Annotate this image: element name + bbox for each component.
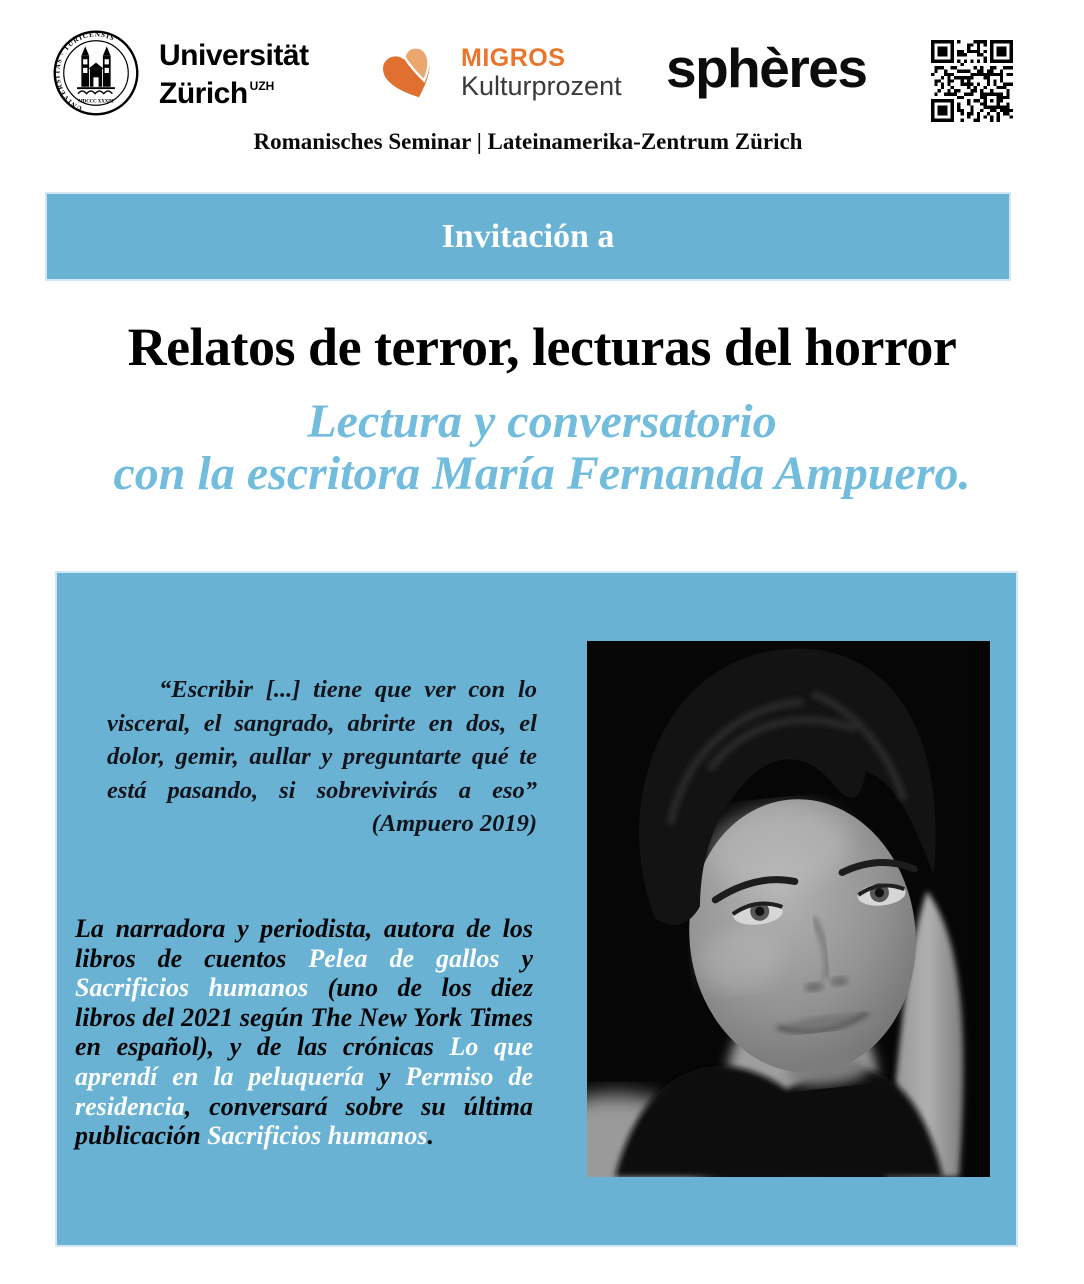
- bio-paragraph: [75, 914, 533, 1151]
- event-subtitle: [0, 396, 1084, 500]
- invitation-banner-label: Invitación a: [441, 217, 615, 255]
- bio-segment: Lo que aprendí en la peluquería: [75, 1032, 533, 1091]
- bio-segment: La narradora y periodista, autora de los libros de cuentos: [75, 914, 533, 973]
- bio-segment: y: [363, 1061, 406, 1091]
- bio-segment: Permiso de residencia: [75, 1061, 533, 1121]
- feature-panel: [55, 571, 1018, 1247]
- invitation-banner: [45, 192, 1011, 281]
- quote-text: “Escribir [...] tiene que ver con lo visceral, el sangrado, abrirte en dos, el dolor, gemir, aullar y preguntarte qué te está pasando, si sobrevivirás a eso”: [107, 676, 537, 804]
- bio-segment: (uno de los diez libros del 2021 según The New York Times en español), y de las crónicas: [75, 973, 534, 1062]
- event-subtitle-line2: con la escritora María Fernanda Ampuero.: [113, 447, 971, 500]
- bio-segment: Pelea de gallos: [308, 943, 500, 973]
- quote-block: [107, 673, 537, 841]
- portrait-photo: [587, 641, 990, 1177]
- kulturprozent-wordmark: Kulturprozent: [461, 71, 622, 101]
- uzh-seal-ring-text: UNIVERSITAS · TURICENSIS: [54, 31, 116, 112]
- bio-segment: Sacrificios humanos: [75, 973, 309, 1003]
- uzh-seal-icon: [53, 29, 139, 117]
- uzh-sup: UZH: [249, 79, 275, 93]
- event-subtitle-line1: Lectura y conversatorio: [307, 395, 777, 448]
- event-title: Relatos de terror, lecturas del horror: [127, 317, 957, 377]
- organizer-line: Romanisches Seminar | Lateinamerika-Zentrum Zürich: [253, 129, 803, 154]
- uzh-wordmark-line1: Universität: [159, 39, 309, 72]
- bio-segment: Sacrificios humanos: [207, 1121, 428, 1151]
- bio-segment: y: [499, 943, 533, 973]
- uzh-wordmark: [159, 40, 309, 110]
- migros-heart-icon: [380, 41, 440, 109]
- uzh-wordmark-line2: Zürich $^{UZH}$: [159, 77, 275, 110]
- uzh-seal-year: MDCCC XXXIII: [78, 99, 114, 105]
- migros-wordmark: MIGROS: [461, 44, 566, 72]
- qr-code: [931, 40, 1013, 122]
- spheres-logo: sphères: [666, 37, 867, 99]
- bio-segment: , conversará sobre su última publicación: [75, 1091, 533, 1151]
- bio-segment: .: [427, 1121, 434, 1151]
- quote-attribution: (Ampuero 2019): [371, 810, 537, 837]
